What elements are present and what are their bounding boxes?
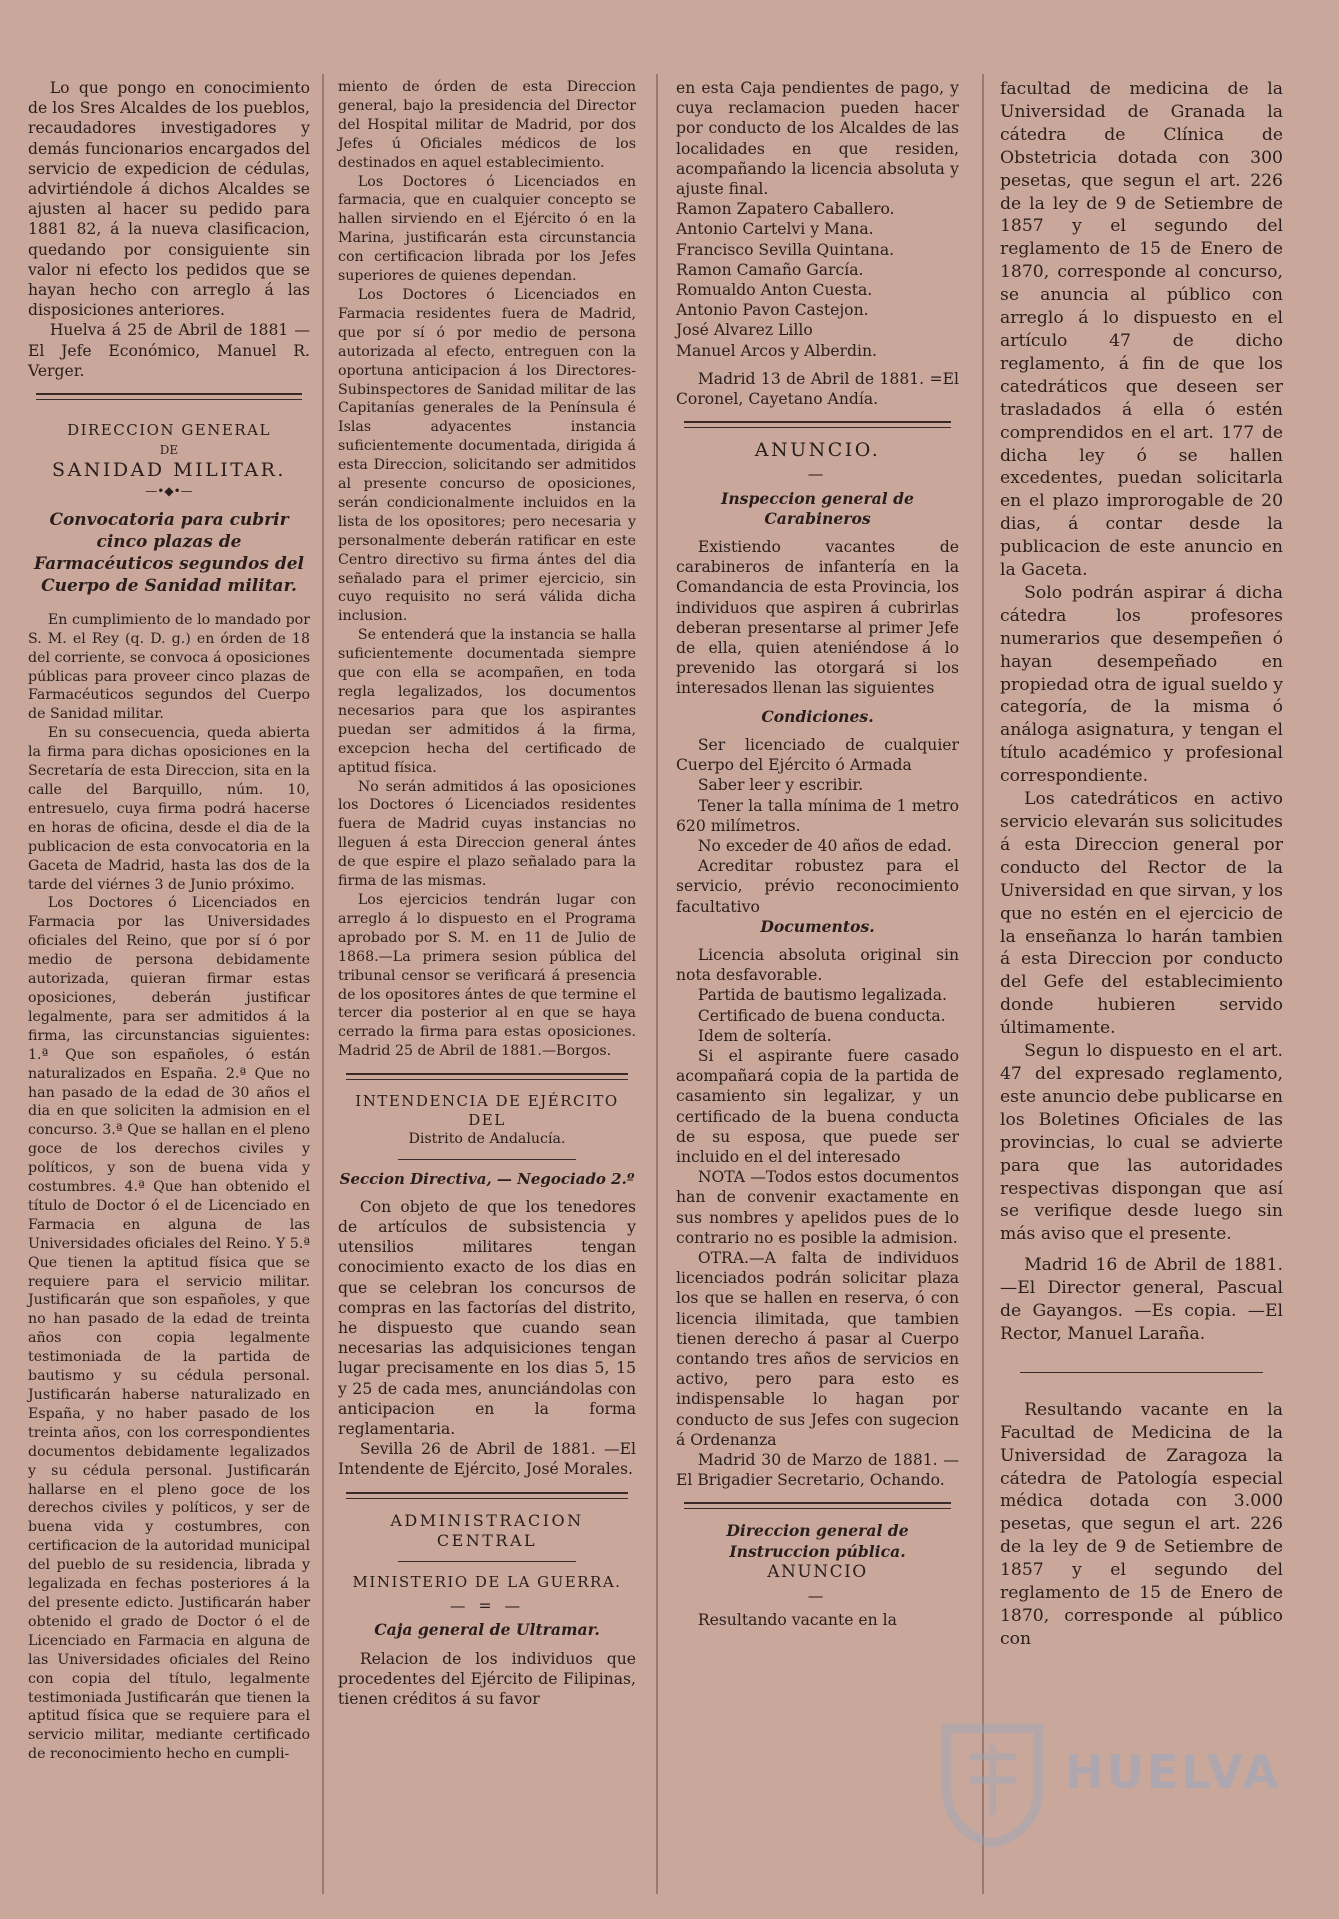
signature: Sevilla 26 de Abril de 1881. —El Intendente de Ejército, José Morales. <box>338 1440 636 1479</box>
paragraph: Acreditar robustez para el servicio, prévio reconocimiento facultativo <box>676 857 959 916</box>
column-3 <box>676 78 959 1630</box>
paragraph: Saber leer y escribir. <box>697 776 864 795</box>
paragraph: Certificado de buena conducta. <box>697 1006 946 1025</box>
paragraph: OTRA.—A falta de individuos licenciados podrán solicitar plaza los que se hallen en reserva, ó con licencia ilimitada, que tambien tienen derecho á pasar al Cuerpo contando tres años de servicios en activo, pero para esto es indispensable lo hagan por conducto de sus Jefes con sugecion á Ordenanza <box>676 1248 959 1449</box>
paragraph: Si el aspirante fuere casado acompañará copia de la partida de casamiento sin legalizar, y un certificado de la buena conducta de su esposa, que puede ser incluido en el del interesado <box>676 1046 959 1166</box>
section-rule <box>346 1492 628 1499</box>
section-heading: ANUNCIO. <box>754 439 881 462</box>
signature: Madrid 30 de Marzo de 1881. —El Brigadier Secretario, Ochando. <box>676 1451 959 1490</box>
paragraph: Relacion de los individuos que procedentes del Ejército de Filipinas, tienen créditos á su favor <box>338 1649 636 1709</box>
column-divider <box>656 74 658 1894</box>
paragraph: Segun lo dispuesto en el art. 47 del expresado reglamento, este anuncio debe publicarse en los Boletines Oficiales de las provincias, lo cual se advierte para que las autoridades respectivas dispongan que así se verifique desde luego sin más aviso que el presente. <box>1000 1041 1283 1245</box>
section-subheading: Inspeccion general de Carabineros <box>721 488 914 528</box>
list-item: Francisco Sevilla Quintana. <box>676 240 895 259</box>
paragraph: Los catedráticos en activo servicio elevarán sus solicitudes á esta Direccion general por conducto del Rector de la Universidad en que sirvan, y los que no estén en el ejercicio de la enseñanza lo harán tambien á esta Direccion por conducto del Gefe del establecimiento donde hubieren servido últimamente. <box>1000 789 1283 1039</box>
paragraph: Solo podrán aspirar á dicha cátedra los profesores numerarios que desempeñen ó hayan desempeñado en propiedad otra de igual sueldo y categoría, de la misma ó análoga asignatura, y tengan el título académico y profesional correspondiente. <box>1000 582 1283 787</box>
paragraph: Los Doctores ó Licenciados en Farmacia residentes fuera de Madrid, que por sí ó por medio de persona autorizada al efecto, entreguen con la oportuna anticipacion á los Directores-Subinspectores de Sanidad militar de las Capitanías generales de la Península é Islas adyacentes instancia suficientemente documentada, dirigida á esta Direccion, solicitando ser admitidos al presente concurso de oposiciones, serán condicionalmente incluidos en la lista de los opositores; pero necesaria y personalmente deberán ratificar en este Centro directivo su firma ántes del dia señalado para el primer ejercicio, sin cuyo requisito no será válida dicha inclusion. <box>338 286 636 625</box>
section-rule <box>36 393 302 400</box>
section-subheading: Documentos. <box>760 916 875 936</box>
paragraph: Partida de bautismo legalizada. <box>697 986 947 1005</box>
ornament: — <box>807 1587 828 1606</box>
paragraph: Licencia absoluta original sin nota desfavorable. <box>676 945 959 985</box>
ornament: — <box>807 465 828 484</box>
paragraph: Resultando vacante en la <box>697 1611 897 1630</box>
list-item: Antonio Pavon Castejon. <box>676 301 869 320</box>
section-subheading: Direccion general de Instruccion pública. <box>726 1521 909 1561</box>
section-rule <box>684 421 951 428</box>
list-item: Antonio Cartelvi y Mana. <box>676 220 874 239</box>
paragraph: Ser licenciado de cualquier Cuerpo del Ejército ó Armada <box>676 735 959 775</box>
section-heading: ADMINISTRACION CENTRAL <box>390 1510 584 1550</box>
paragraph: En su consecuencia, queda abierta la firma para dichas oposiciones en la Secretaría de esta Direccion, sita en la calle del Barquillo, núm. 10, entresuelo, cuya firma podrá hacerse en horas de oficina, desde el dia de la publicacion de esta convocatoria en la Gaceta de Madrid, hasta las dos de la tarde del viérnes 3 de Junio próximo. <box>28 725 310 893</box>
section-subheading: Caja general de Ultramar. <box>374 1620 600 1640</box>
signature: Madrid 13 de Abril de 1881. =El Coronel, Cayetano Andía. <box>676 369 959 409</box>
list-item: Romualdo Anton Cuesta. <box>676 281 873 300</box>
column-1 <box>28 78 310 1764</box>
section-rule <box>684 1502 951 1509</box>
paragraph: Tener la talla mínima de 1 metro 620 milímetros. <box>676 796 959 835</box>
paragraph: Los ejercicios tendrán lugar con arreglo á lo dispuesto en el Programa aprobado por S. M. en 11 de Julio de 1868.—La primera sesion pública del tribunal censor se verificará á presencia de los opositores ántes de que termine el tercer dia posterior al en que se haya cerrado la firma para estas oposiciones. Madrid 25 de Abril de 1881.—Borgos. <box>338 891 636 1060</box>
name-list <box>676 199 959 361</box>
paragraph: Lo que pongo en conocimiento de los Sres Alcaldes de los pueblos, recaudadores investigadores y demás funcionarios encargados del servicio de expedicion de cédulas, advirtiéndole á dichos Alcaldes se ajusten al hacer su pedido para 1881 82, á la nueva clasificacion, quedando por consiguiente sin valor ni efecto los pedidos que se hayan hecho con arreglo á las disposiciones anteriores. <box>28 79 310 320</box>
section-heading: ANUNCIO <box>767 1561 868 1582</box>
notice-title: Convocatoria para cubrir cinco plazas de Farmacéuticos segundos del Cuerpo de Sanidad militar. <box>34 509 304 596</box>
paragraph: Los Doctores ó Licenciados en farmacia, que en cualquier concepto se hallen sirviendo en el Ejército ó en la Marina, justificarán esta circunstancia con certificacion librada por los Jefes superiores de quienes dependan. <box>338 173 636 285</box>
signature: Madrid 16 de Abril de 1881. —El Director general, Pascual de Gayangos. —Es copia. —El Rector, Manuel Laraña. <box>1000 1255 1283 1344</box>
column-2 <box>338 78 636 1709</box>
column-divider <box>322 74 324 1894</box>
section-subheading: Seccion Directiva, — Negociado 2.º <box>339 1169 635 1188</box>
paragraph: NOTA —Todos estos documentos han de convenir exactamente en sus nombres y apelidos pues de lo contrario no es posible la admision. <box>676 1168 959 1247</box>
paragraph: Idem de soltería. <box>697 1026 832 1045</box>
section-heading: DE <box>159 443 179 458</box>
paragraph: Resultando vacante en la Facultad de Medicina de la Universidad de Zaragoza la cátedra de Patología especial médica dotada con 3.000 pesetas, que segun el art. 226 de la ley de 9 de Setiembre de 1857 y el segundo del reglamento de 15 de Enero de 1870, corresponde al público con <box>1000 1399 1283 1649</box>
section-heading: DIRECCION GENERAL <box>67 421 271 440</box>
divider <box>398 1159 576 1160</box>
divider <box>398 1561 576 1562</box>
section-heading: Distrito de Andalucía. <box>408 1130 566 1147</box>
paragraph: Con objeto de que los tenedores de artículos de subsistencia y utensilios militares tengan conocimiento exacto de los dias en que se celebran los concursos de compras en las factorías del distrito, he dispuesto que cuando sean necesarias las adquisiciones tengan lugar precisamente en los dias 5, 15 y 25 de cada mes, anunciándolas con anticipacion en la forma reglamentaria. <box>338 1197 636 1438</box>
paragraph: No exceder de 40 años de edad. <box>697 836 952 855</box>
paragraph: Se entenderá que la instancia se halla suficientemente documentada siempre que con ella se acompañen, en toda regla legalizados, los documentos necesarios para que los aspirantes puedan ser admitidos á la firma, excepcion hecha del certificado de aptitud física. <box>338 627 636 776</box>
list-item: José Alvarez Lillo <box>676 321 813 340</box>
watermark: HUELVA <box>1065 1745 1282 1799</box>
paragraph: Existiendo vacantes de carabineros de infantería en la Comandancia de esta Provincia, los individuos que aspiren á cubrirlas deberan presentarse al primer Jefe de ella, quien ateniéndose á lo prevenido las otorgará si los interesados llenan las siguientes <box>676 538 959 698</box>
section-heading: MINISTERIO DE LA GUERRA. <box>352 1573 622 1591</box>
section-subheading: Condiciones. <box>761 706 874 726</box>
ornament: — = — <box>449 1597 525 1616</box>
paragraph: En cumplimiento de lo mandado por S. M. el Rey (q. D. g.) en órden de 18 del corriente, se convoca á oposiciones públicas para proveer cinco plazas de Farmacéuticos segundos del Cuerpo de Sanidad militar. <box>28 611 310 723</box>
paragraph: en esta Caja pendientes de pago, y cuya reclamacion pueden hacer por conducto de los Alcaldes de las localidades en que residen, acompañando la licencia absoluta y ajuste final. <box>676 79 959 199</box>
list-item: Ramon Zapatero Caballero. <box>676 200 895 219</box>
section-heading: INTENDENCIA DE EJÉRCITO DEL <box>355 1092 619 1130</box>
paragraph: Los Doctores ó Licenciados en Farmacia por las Universidades oficiales del Reino, que por sí ó por medio de persona debidamente autorizada, quieran firmar estas oposiciones, deberán justificar legalmente, para ser admitidos á la firma, las circunstancias siguientes: 1.ª Que son españoles, ó están naturalizados en España. 2.ª Que no han pasado de la edad de 30 años el dia en que soliciten la admision en el concurso. 3.ª Que se hallan en el pleno goce de los derechos civiles y políticos, y son de buena vida y costumbres. 4.ª Que han obtenido el título de Doctor ó el de Licenciado en Farmacia en alguna de las Universidades oficiales del Reino. Y 5.ª Que tienen la aptitud física que se requiere para el servicio militar. Justificarán que son españoles, y que no han pasado de la edad de treinta años con copia legalmente testimoniada de la partida de bautismo y su cédula personal. Justificarán haberse naturalizado en España, y no haber pasado de los treinta años, con los correspondientes documentos debidamente legalizados y su cédula personal. Justificarán hallarse en el pleno goce de los derechos civiles y políticos, y ser de buena vida y costumbres, con certificacion de la autoridad municipal del pueblo de su residencia, librada y legalizada en fechas posteriores á la del presente edicto. Justificarán haber obtenido el grado de Doctor ó el de Licenciado en Farmacia en alguna de las Universidades oficiales del Reino con copia del título, legalmente testimoniada Justificarán que tienen la aptitud física que se requiere para el servicio militar, mediante certificado de reconocimiento hecho en cumpli- <box>28 895 310 1763</box>
list-item: Ramon Camaño García. <box>676 260 864 279</box>
list-item: Manuel Arcos y Alberdin. <box>676 341 877 360</box>
column-divider <box>982 74 984 1894</box>
paragraph: No serán admitidos á las oposiciones los Doctores ó Licenciados residentes fuera de Madrid cuyas instancias no lleguen á esta Direccion general ántes de que espire el plazo señalado para la firma de las mismas. <box>338 778 636 890</box>
column-4 <box>1000 78 1283 1651</box>
paragraph: miento de órden de esta Direccion general, bajo la presidencia del Director del Hospital militar de Madrid, por dos Jefes ú Oficiales médicos de los destinados en aquel establecimiento. <box>338 79 636 171</box>
signature: Huelva á 25 de Abril de 1881 —El Jefe Económico, Manuel R. Verger. <box>28 321 310 380</box>
coat-of-arms-watermark-icon <box>935 1710 1050 1850</box>
section-heading: SANIDAD MILITAR. <box>52 459 286 482</box>
paragraph: facultad de medicina de la Universidad de Granada la cátedra de Clínica de Obstetricia dotada con 300 pesetas, que segun el art. 226 de la ley de 9 de Setiembre de 1857 y el segundo del reglamento de 15 de Enero de 1870, corresponde al concurso, se anuncia al público con arreglo á lo dispuesto en el artículo 47 de dicho reglamento, á fin de que los catedráticos que deseen ser trasladados á ella ó estén comprendidos en el art. 177 de dicha ley ó se hallen excedentes, puedan solicitarla en el plazo improrogable de 20 dias, á contar desde la publicacion de este anuncio en la Gaceta. <box>1000 79 1283 581</box>
section-rule <box>346 1073 628 1080</box>
ornament: —•◆•— <box>145 483 193 498</box>
